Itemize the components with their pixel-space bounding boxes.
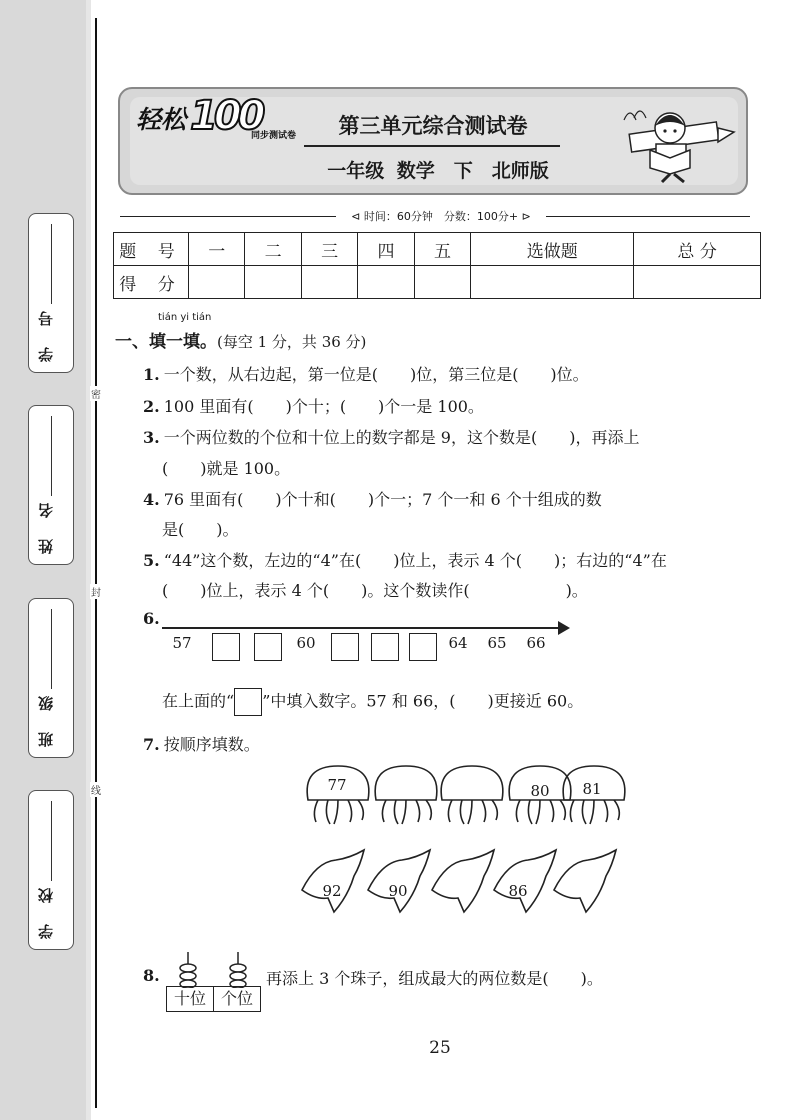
seal-mark-mi: 密	[90, 386, 102, 401]
score-col-1: 一	[189, 233, 245, 266]
question-2-text: 100 里面有( )个十；( )个一是 100。	[163, 397, 484, 416]
stingray-2-icon	[368, 850, 430, 912]
score-table-header-label: 题 号	[114, 233, 189, 266]
page-subtitle: 一年级 数学 下 北师版	[327, 160, 549, 182]
time-score-info: ⊲ 时间：60分钟 分数：100分+ ⊳	[336, 208, 546, 224]
score-table-header-row	[114, 233, 761, 266]
stingray-1-icon	[302, 850, 364, 912]
number-line-arrow	[558, 621, 570, 635]
number-line-label-57: 57	[172, 634, 192, 652]
number-line-label-60: 60	[296, 634, 316, 652]
question-3-number: 3.	[143, 428, 160, 447]
binding-line	[95, 18, 97, 1108]
question-2	[143, 394, 484, 417]
question-3	[143, 425, 639, 448]
stingray-number-90: 90	[388, 882, 408, 900]
number-line-label-65: 65	[487, 634, 507, 652]
question-6-text-before: 在上面的“	[162, 691, 235, 711]
question-6-number: 6.	[143, 609, 160, 628]
question-6-instruction	[162, 688, 583, 716]
section-note: (每空 1 分，共 36 分)	[217, 333, 367, 351]
school-label: 学 校	[37, 879, 55, 939]
question-8-number-wrap	[143, 966, 164, 985]
question-7-number: 7.	[143, 735, 160, 754]
question-4	[143, 487, 602, 510]
student-name-field[interactable]	[28, 405, 74, 565]
score-col-5: 五	[414, 233, 470, 266]
number-line-blank-63[interactable]	[409, 633, 437, 661]
number-line-blank-58[interactable]	[212, 633, 240, 661]
question-5	[143, 548, 667, 571]
title-divider	[304, 145, 560, 147]
logo-subtitle: 同步测试卷	[251, 131, 297, 141]
score-cell-3[interactable]	[301, 266, 357, 299]
abacus-ones-label: 个位	[213, 987, 260, 1011]
class-label: 班 级	[37, 687, 55, 747]
stingray-5-icon	[554, 850, 616, 912]
section-title	[115, 327, 366, 352]
student-name-label: 姓 名	[37, 494, 55, 554]
page-number: 25	[429, 1038, 451, 1058]
jellyfish-number-80: 80	[530, 782, 550, 800]
student-number-label: 学 号	[37, 302, 55, 362]
question-5-text: “44”这个数，左边的“4”在( )位上，表示 4 个( )；右边的“4”在	[163, 551, 667, 570]
jellyfish-1-icon	[307, 766, 369, 824]
question-3-text: 一个两位数的个位和十位上的数字都是 9，这个数是( )，再添上	[163, 428, 640, 447]
score-table-row-label: 得 分	[114, 266, 189, 299]
stingray-number-92: 92	[322, 882, 342, 900]
jellyfish-3-icon	[441, 766, 503, 824]
score-table-score-row	[114, 266, 761, 299]
question-8-text: 再添上 3 个珠子，组成最大的两位数是( )。	[266, 969, 603, 988]
jellyfish-number-77: 77	[327, 776, 347, 794]
score-col-optional: 选做题	[471, 233, 634, 266]
inline-answer-box-icon	[234, 688, 262, 716]
number-line-label-64: 64	[448, 634, 468, 652]
section-pinyin: tián yi tián	[158, 312, 212, 323]
score-cell-2[interactable]	[245, 266, 301, 299]
boy-reading-illustration	[600, 98, 736, 184]
jellyfish-2-icon	[375, 766, 437, 824]
question-1	[143, 362, 589, 385]
question-2-number: 2.	[143, 397, 160, 416]
school-field[interactable]	[28, 790, 74, 950]
question-1-text: 一个数，从右边起，第一位是( )位，第三位是( )位。	[163, 365, 589, 384]
question-4-text: 76 里面有( )个十和( )个一；7 个一和 6 个十组成的数	[163, 490, 602, 509]
question-7	[143, 732, 260, 755]
score-col-2: 二	[245, 233, 301, 266]
question-3-continued: ( )就是 100。	[162, 459, 291, 478]
question-4-number: 4.	[143, 490, 160, 509]
number-line-blank-62[interactable]	[371, 633, 399, 661]
logo-text: 轻松	[136, 105, 187, 134]
score-col-3: 三	[301, 233, 357, 266]
stingray-3-icon	[432, 850, 494, 912]
question-6	[143, 609, 164, 628]
abacus-tens-label: 十位	[173, 989, 206, 1008]
stingray-4-icon	[494, 850, 556, 912]
question-1-number: 1.	[143, 365, 160, 384]
abacus-icon	[166, 948, 262, 988]
question-5-number: 5.	[143, 551, 160, 570]
jellyfish-number-81: 81	[582, 780, 602, 798]
question-5-continued: ( )位上，表示 4 个( )。这个数读作( )。	[162, 581, 588, 600]
seal-mark-feng: 封	[90, 584, 102, 599]
seal-mark-xian: 线	[90, 782, 102, 797]
student-number-field[interactable]	[28, 213, 74, 373]
logo-number: 100	[190, 93, 262, 139]
number-line-axis	[162, 627, 562, 629]
number-line-blank-61[interactable]	[331, 633, 359, 661]
class-field[interactable]	[28, 598, 74, 758]
score-cell-1[interactable]	[189, 266, 245, 299]
question-8-number: 8.	[143, 966, 160, 985]
page-title: 第三单元综合测试卷	[338, 113, 528, 138]
score-col-total: 总 分	[634, 233, 761, 266]
score-cell-5[interactable]	[414, 266, 470, 299]
time-score-text: 时间：60分钟 分数：100分+	[363, 210, 519, 223]
section-title-text: 一、填一填。	[115, 332, 217, 352]
question-6-text-after: ”中填入数字。57 和 66，( )更接近 60。	[262, 691, 584, 711]
question-4-continued: 是( )。	[162, 520, 239, 539]
score-col-4: 四	[358, 233, 414, 266]
score-cell-4[interactable]	[358, 266, 414, 299]
number-line-blank-59[interactable]	[254, 633, 282, 661]
binding-strip-edge	[86, 0, 91, 1120]
question-7-text: 按顺序填数。	[163, 735, 260, 754]
number-line-label-66: 66	[526, 634, 546, 652]
score-cell-optional[interactable]	[471, 266, 634, 299]
stingray-number-86: 86	[508, 882, 528, 900]
score-cell-total[interactable]	[634, 266, 761, 299]
score-table	[113, 232, 761, 299]
abacus-place-labels	[166, 986, 261, 1012]
